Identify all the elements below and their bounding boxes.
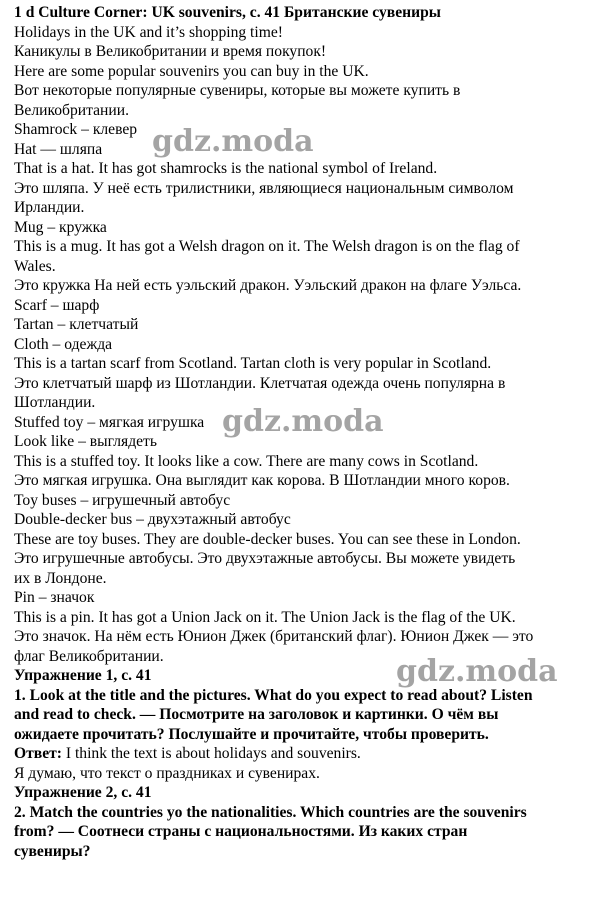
text-line: This is a mug. It has got a Welsh dragon on it. The Welsh dragon is on the flag of	[14, 238, 520, 255]
text-line: These are toy buses. They are double-decker buses. You can see these in London.	[14, 530, 521, 548]
vocab-line: Pin – значок	[14, 589, 95, 606]
text-line: Holidays in the UK and it’s shopping time!	[14, 23, 283, 41]
answer-text: I think the text is about holidays and souvenirs.	[61, 745, 361, 762]
watermark: gdz.moda	[152, 124, 314, 159]
answer-label: Ответ:	[14, 745, 62, 762]
text-line: Это значок. На нём есть Юнион Джек (британский флаг). Юнион Джек — это	[14, 628, 534, 645]
vocab-line: Tartan – клетчатый	[14, 316, 139, 333]
text-line: This is a stuffed toy. It looks like a cow. There are many cows in Scotland.	[14, 452, 479, 470]
text-line: This is a tartan scarf from Scotland. Tartan cloth is very popular in Scotland.	[14, 355, 492, 372]
vocab-line: Look like – выглядеть	[14, 433, 157, 450]
text-line: Каникулы в Великобритании и время покупок!	[14, 43, 327, 60]
vocab-line: Double-decker bus – двухэтажный автобус	[14, 511, 291, 528]
exercise-task-line: 2. Match the countries yo the nationalities. Which countries are the souvenirs	[14, 803, 527, 821]
vocab-line: Stuffed toy – мягкая игрушка	[14, 413, 205, 431]
text-line: That is a hat. It has got shamrocks is the national symbol of Ireland.	[14, 160, 438, 177]
vocab-line: Shamrock – клевер	[14, 121, 138, 138]
vocab-line: Cloth – одежда	[14, 335, 113, 353]
vocab-line: Hat — шляпа	[14, 140, 103, 158]
exercise-task-line: 1. Look at the title and the pictures. What do you expect to read about? Listen	[14, 686, 533, 704]
watermark: gdz.moda	[222, 404, 384, 439]
exercise-heading: Упражнение 1, с. 41	[14, 667, 152, 684]
text-line: Это клетчатый шарф из Шотландии. Клетчатая одежда очень популярна в	[14, 374, 506, 392]
text-line: Это мягкая игрушка. Она выглядит как корова. В Шотландии много коров.	[14, 472, 510, 489]
vocab-line: Scarf – шарф	[14, 296, 100, 314]
text-line: Это кружка На ней есть уэльский дракон. Уэльский дракон на флаге Уэльса.	[14, 277, 522, 294]
answer-line	[14, 744, 592, 764]
text-line: Wales.	[14, 257, 56, 275]
text-line: Шотландии.	[14, 394, 96, 411]
text-line: This is a pin. It has got a Union Jack on it. The Union Jack is the flag of the UK.	[14, 608, 516, 626]
text-line: Here are some popular souvenirs you can buy in the UK.	[14, 62, 369, 80]
text-line: Великобритании.	[14, 101, 129, 119]
vocab-line: Mug – кружка	[14, 218, 107, 236]
text-line: флаг Великобритании.	[14, 647, 164, 665]
text-line: Ирландии.	[14, 199, 85, 216]
heading-line: 1 d Culture Corner: UK souvenirs, с. 41 Британские сувениры	[14, 4, 441, 21]
text-line: их в Лондоне.	[14, 569, 107, 587]
watermark: gdz.moda	[396, 654, 558, 689]
exercise-task-line: and read to check. — Посмотрите на заголовок и картинки. О чём вы	[14, 706, 499, 723]
exercise-heading: Упражнение 2, с. 41	[14, 784, 152, 801]
vocab-line: Toy buses – игрушечный автобус	[14, 491, 231, 509]
text-line: Это шляпа. У неё есть трилистники, являющиеся национальным символом	[14, 179, 514, 197]
exercise-task-line: ожидаете прочитать? Послушайте и прочитайте, чтобы проверить.	[14, 725, 489, 743]
text-line: Вот некоторые популярные сувениры, которые вы можете купить в	[14, 82, 461, 99]
text-line: Я думаю, что текст о праздниках и сувенирах.	[14, 764, 320, 782]
exercise-task-line: from? — Соотнеси страны с национальностями. Из каких стран	[14, 823, 468, 840]
exercise-task-line: сувениры?	[14, 842, 91, 860]
text-line: Это игрушечные автобусы. Это двухэтажные автобусы. Вы можете увидеть	[14, 550, 516, 567]
